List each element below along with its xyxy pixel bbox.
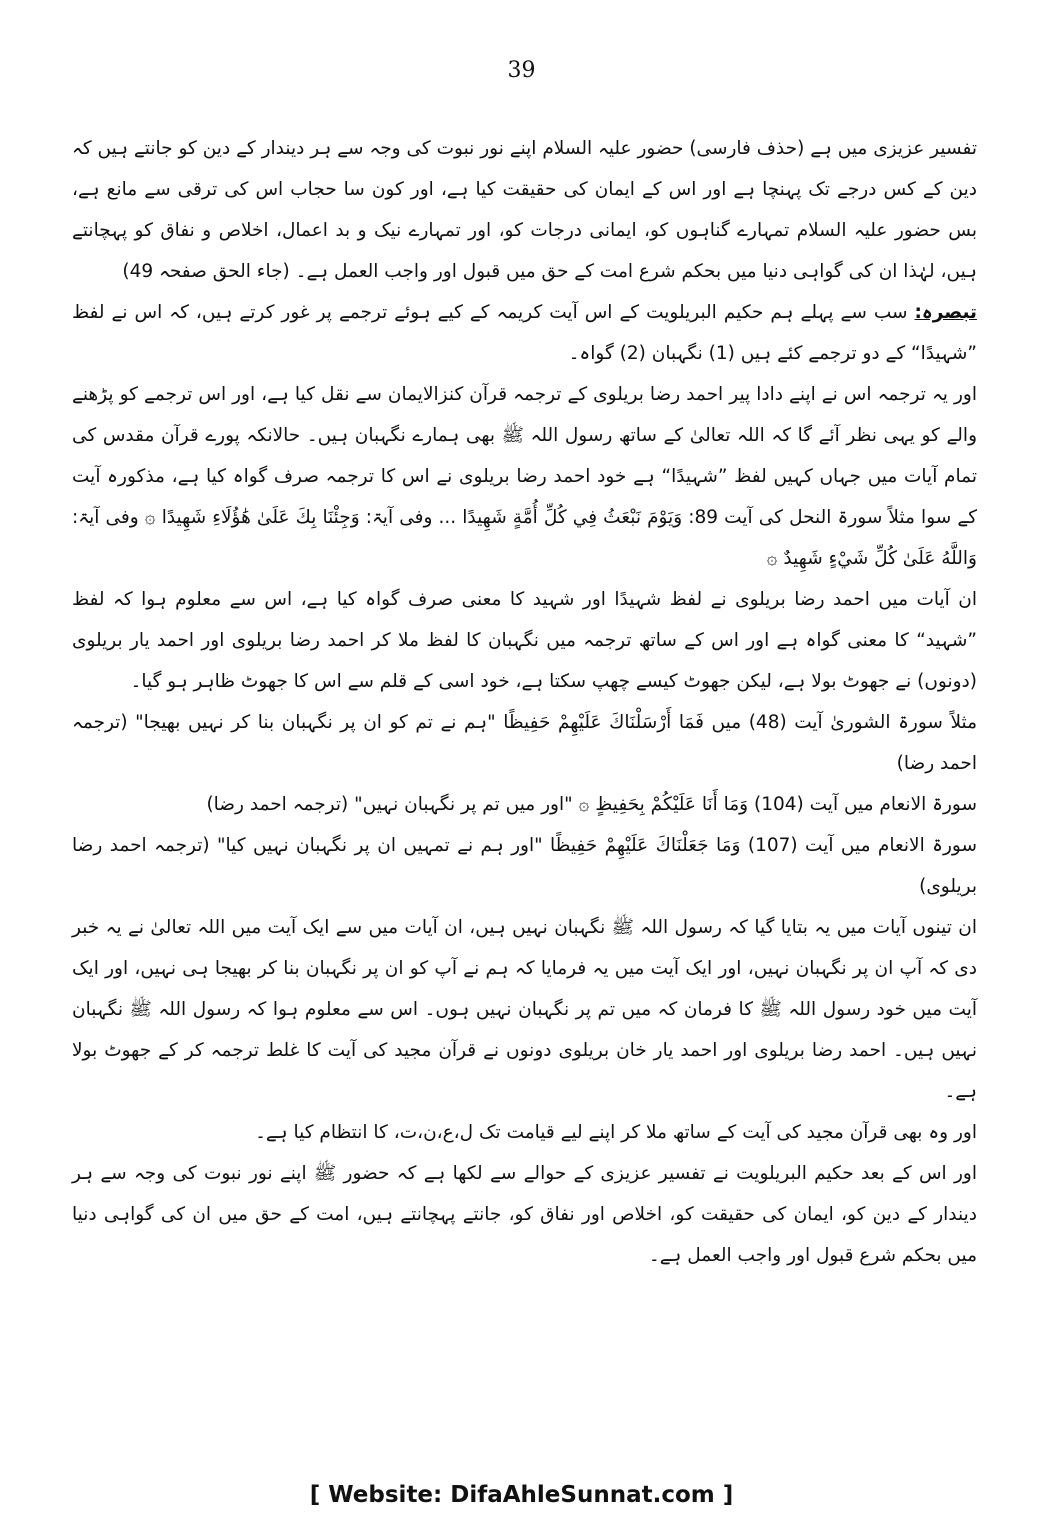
paragraph-meaning-shaheed: ان آیات میں احمد رضا بریلوی نے لفظ شہیدًا اور شہید کا معنی صرف گواہ کیا ہے، اس سے معلوم ہوا کہ لفظ ”شہید“ کا معنی گواہ ہے اور اس کے ساتھ ترجمہ میں نگہبان کا لفظ ملا کر احمد رضا بریلوی اور احمد یار بریلوی (دونوں) نے جھوٹ بولا ہے، لیکن جھوٹ کیسے چھپ سکتا ہے، خود اسی کے قلم سے اس کا جھوٹ ظاہر ہو گیا۔ xyxy=(72,589,977,692)
paragraph-conclusion: اور اس کے بعد حکیم البریلویت نے تفسیر عزیزی کے حوالے سے لکھا ہے کہ حضور ﷺ اپنے نور نبوت کی وجہ سے ہر دیندار کے دین کو، ایمان کی حقیقت کو، اخلاص اور نفاق کو، جانتے پہچانتے ہیں، امت کے حق میں ان کی گواہی دنیا میں بحکم شرع قبول اور واجب العمل ہے۔ xyxy=(72,1163,977,1266)
review-label: تبصرہ: xyxy=(914,302,977,323)
page-number: 39 xyxy=(507,58,536,83)
paragraph-ash-shura: مثلاً سورۃ الشوریٰ آیت (48) میں فَمَا أَرْسَلْنَاكَ عَلَيْهِمْ حَفِيظًا "ہم نے تم کو ان پر نگہبان بنا کر نہیں بھیجا" (ترجمہ احمد رضا) xyxy=(72,712,977,774)
paragraph-tafseer-azizi: تفسیر عزیزی میں ہے (حذف فارسی) حضور علیہ السلام اپنے نور نبوت کی وجہ سے ہر دیندار کے دین کو جانتے ہیں کہ دین کے کس درجے تک پہنچا ہے اور اس کے ایمان کی حقیقت کیا ہے، اور کون سا حجاب اس کی ترقی سے مانع ہے، بس حضور علیہ السلام تمہارے گناہوں کو، ایمانی درجات کو، اور تمہارے نیک و بد اعمال، اخلاص و نفاق کو پہچانتے ہیں، لہٰذا ان کی گواہی دنیا میں بحکم شرع امت کے حق میں قبول اور واجب العمل ہے۔ (جاء الحق صفحہ 49) xyxy=(72,138,977,282)
paragraph-translation-kanz: اور یہ ترجمہ اس نے اپنے دادا پیر احمد رضا بریلوی کے ترجمہ قرآن کنزالایمان سے نقل کیا ہے، اور اس ترجمے کو پڑھنے والے کو یہی نظر آئے گا کہ اللہ تعالیٰ کے ساتھ رسول اللہ ﷺ بھی ہمارے نگہبان ہیں۔ حالانکہ پورے قرآن مقدس کی تمام آیات میں جہاں کہیں لفظ ”شہیدًا“ ہے خود احمد رضا بریلوی نے اس کا ترجمہ صرف گواہ کیا ہے، مذکورہ آیت کے سوا مثلاً سورۃ النحل کی آیت 89: وَيَوْمَ نَبْعَثُ فِي كُلِّ أُمَّةٍ شَهِيدًا ... وفی آیۃ: وَجِئْنَا بِكَ عَلَىٰ هَٰؤُلَاءِ شَهِيدًا ۞ وفی آیۃ: وَاللَّهُ عَلَىٰ كُلِّ شَيْءٍ شَهِيدٌ ۞ xyxy=(72,384,977,569)
page-body xyxy=(72,128,977,1428)
website-footer: [ Website: DifaAhleSunnat.com ] xyxy=(309,1482,734,1508)
paragraph-anam-107: سورۃ الانعام میں آیت (107) وَمَا جَعَلْنَاكَ عَلَيْهِمْ حَفِيظًا "اور ہم نے تمہیں ان پر نگہبان نہیں کیا" (ترجمہ احمد رضا بریلوی) xyxy=(72,835,977,897)
paragraph-review xyxy=(72,292,977,374)
review-text: سب سے پہلے ہم حکیم البریلویت کے اس آیت کریمہ کے کیے ہوئے ترجمے پر غور کرتے ہیں، کہ اس نے لفظ ”شہیدًا“ کے دو ترجمے کئے ہیں (1) نگہبان (2) گواہ۔ xyxy=(72,302,977,364)
paragraph-arrangement: اور وہ بھی قرآن مجید کی آیت کے ساتھ ملا کر اپنے لیے قیامت تک ل،ع،ن،ت، کا انتظام کیا ہے۔ xyxy=(255,1122,977,1143)
paragraph-anam-104: سورۃ الانعام میں آیت (104) وَمَا أَنَا عَلَيْكُمْ بِحَفِيظٍ ۞ "اور میں تم پر نگہبان نہیں" (ترجمہ احمد رضا) xyxy=(206,794,977,815)
paragraph-three-verses: ان تینوں آیات میں یہ بتایا گیا کہ رسول اللہ ﷺ نگہبان نہیں ہیں، ان آیات میں سے ایک آیت میں اللہ تعالیٰ نے یہ خبر دی کہ آپ ان پر نگہبان نہیں، اور ایک آیت میں یہ فرمایا کہ ہم نے آپ کو ان پر نگہبان بنا کر بھیجا ہی نہیں، اور ایک آیت میں خود رسول اللہ ﷺ کا فرمان کہ میں تم پر نگہبان نہیں ہوں۔ اس سے معلوم ہوا کہ رسول اللہ ﷺ نگہبان نہیں ہیں۔ احمد رضا بریلوی اور احمد یار خان بریلوی دونوں نے قرآن مجید کی آیت کا غلط ترجمہ کر کے جھوٹ بولا ہے۔ xyxy=(72,917,977,1102)
